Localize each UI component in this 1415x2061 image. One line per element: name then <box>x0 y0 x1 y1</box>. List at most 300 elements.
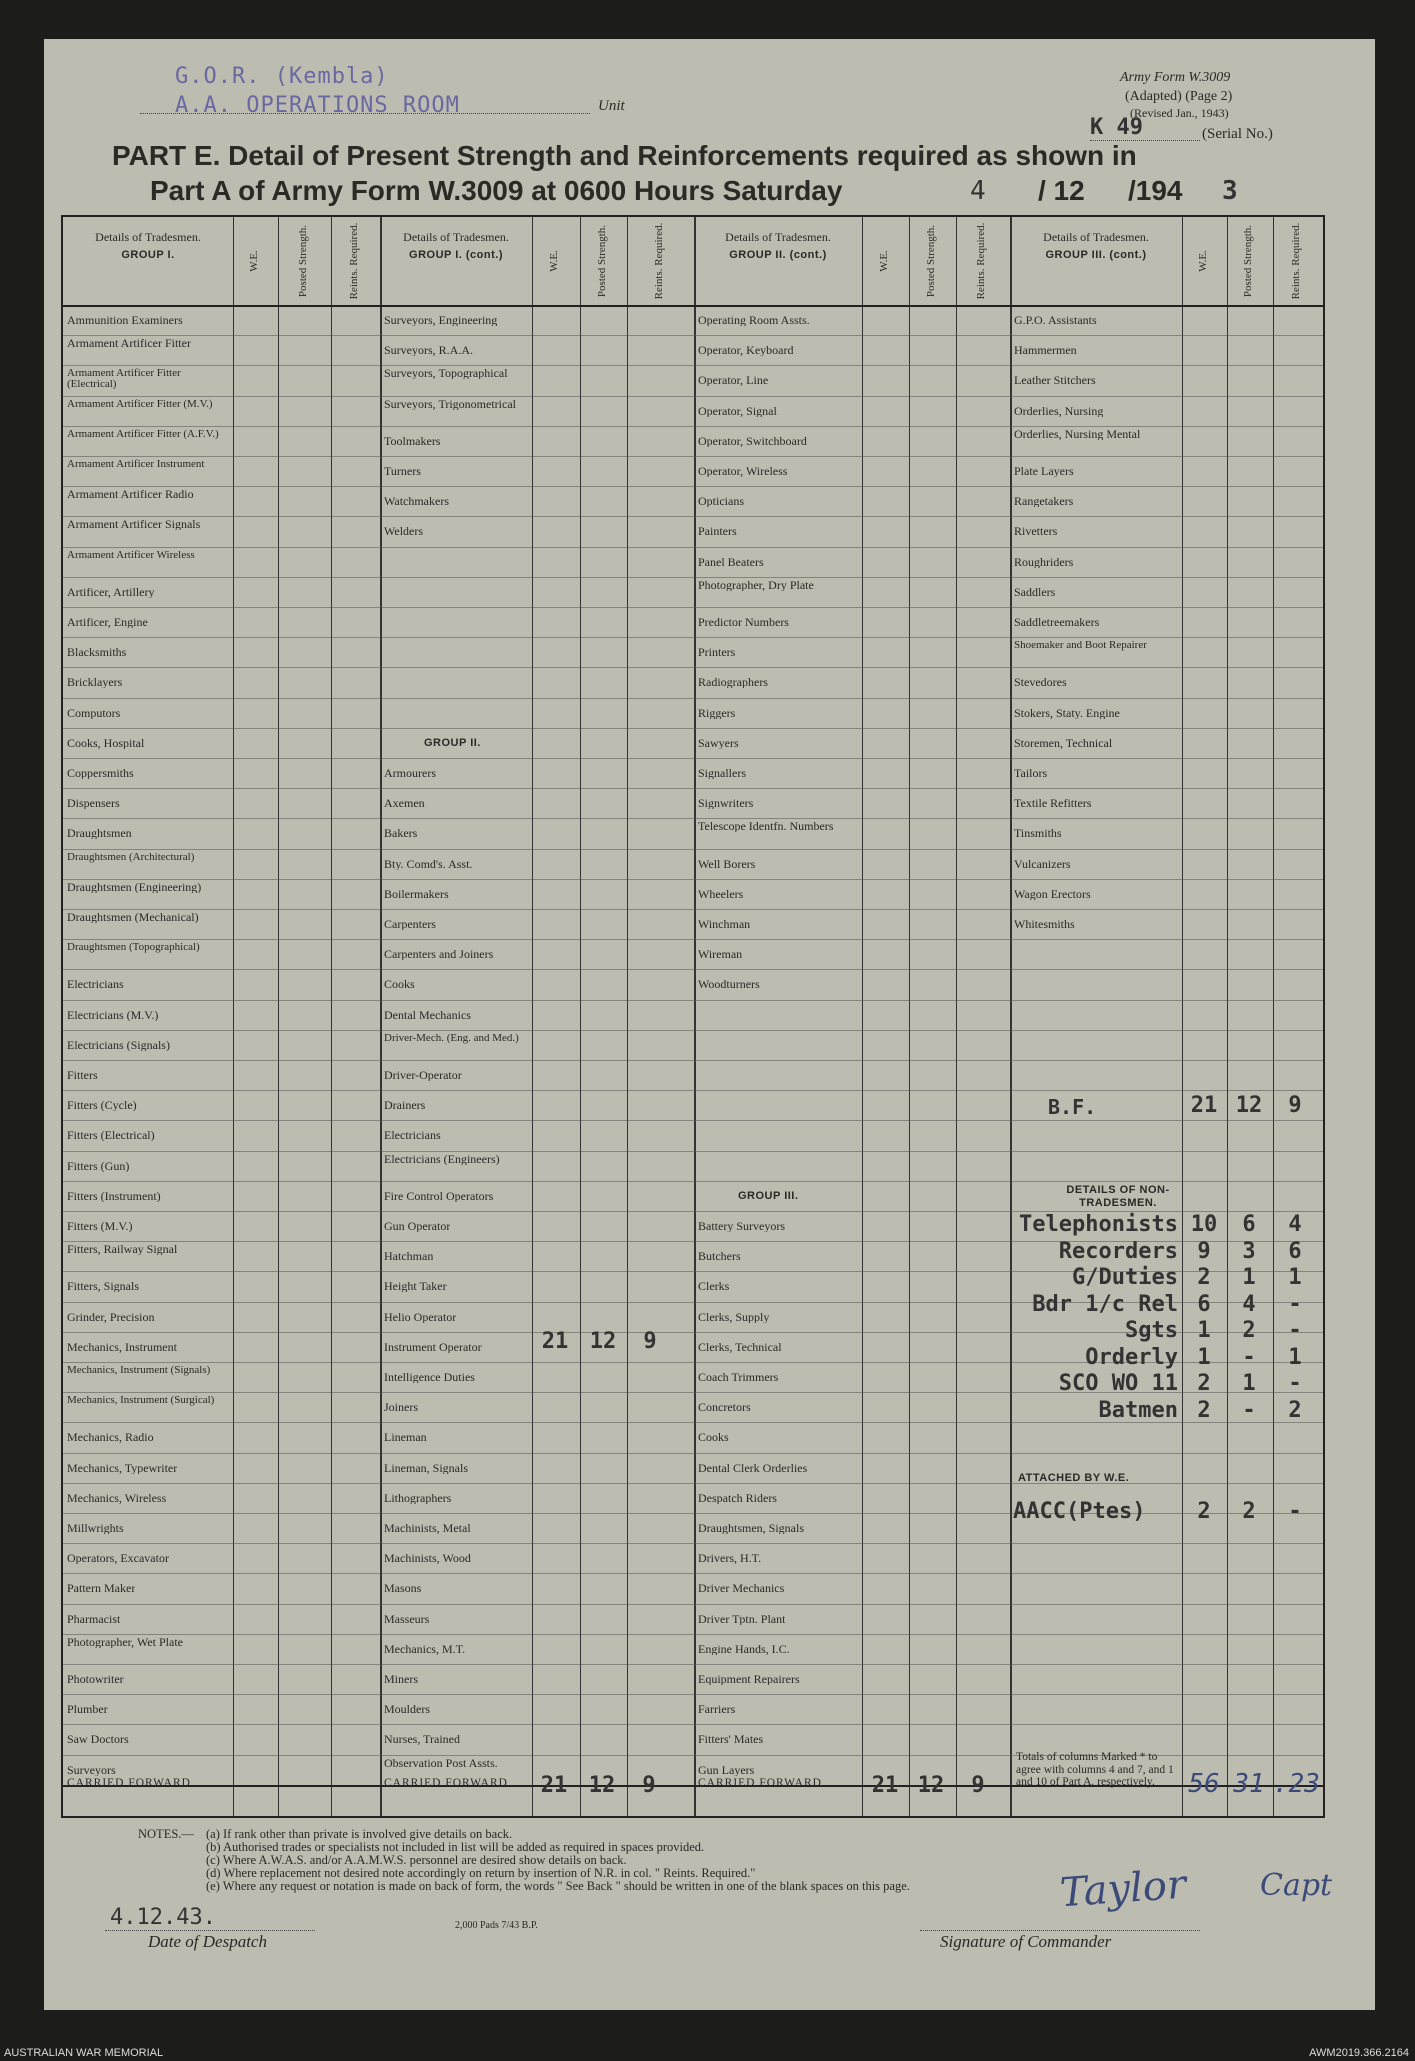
group-heading: GROUP II. <box>424 736 481 749</box>
non-tradesman-we: 1 <box>1197 1344 1211 1370</box>
non-tradesman-posted: - <box>1242 1397 1256 1423</box>
row-rule <box>63 456 1323 457</box>
instrument-operator-reints: 9 <box>643 1329 657 1354</box>
trade-label: Millwrights <box>67 1522 124 1534</box>
non-tradesman-posted: 6 <box>1242 1212 1256 1237</box>
trade-label: Machinists, Metal <box>384 1522 471 1534</box>
trade-label: Storemen, Technical <box>1014 736 1113 749</box>
trade-label: Wireman <box>698 948 743 961</box>
row-rule <box>63 365 1323 366</box>
trade-label: Fitters (Instrument) <box>67 1189 161 1202</box>
trade-label: Fitters <box>67 1069 98 1081</box>
non-tradesman-reints: 6 <box>1288 1238 1302 1264</box>
non-tradesman-reints: - <box>1288 1291 1302 1317</box>
trade-label: Draughtsmen (Topographical) <box>67 942 200 954</box>
trade-label: Surveyors, R.A.A. <box>384 344 473 357</box>
non-tradesman-we: 1 <box>1197 1318 1211 1343</box>
trade-label: Toolmakers <box>384 434 441 447</box>
trade-label: Masseurs <box>384 1612 430 1625</box>
form-reference-revised: (Revised Jan., 1943) <box>1130 106 1229 120</box>
trade-label: Fitters' Mates <box>698 1733 764 1746</box>
bf-we: 21 <box>1190 1093 1218 1118</box>
trade-label: Drainers <box>384 1099 426 1112</box>
attached-name: AACC(Ptes) <box>1013 1499 1146 1524</box>
trade-label: Draughtsmen (Mechanical) <box>67 912 199 923</box>
trade-label: Fitters (Cycle) <box>67 1099 137 1112</box>
trade-label: Pharmacist <box>67 1612 121 1625</box>
group3-cont-heading: GROUP III. (cont.) <box>1045 249 1147 261</box>
trade-label: Machinists, Wood <box>384 1552 471 1565</box>
non-tradesman-we: 2 <box>1197 1371 1211 1396</box>
commander-rank: Capt <box>1260 1868 1333 1903</box>
row-rule <box>63 879 1323 880</box>
trade-label: Fitters, Signals <box>67 1280 140 1293</box>
trade-label: Joiners <box>384 1401 418 1414</box>
trade-label: Tinsmiths <box>1014 827 1062 840</box>
non-tradesman-name: Sgts <box>1125 1318 1178 1343</box>
non-tradesman-we: 9 <box>1197 1238 1211 1264</box>
non-tradesman-we: 6 <box>1197 1291 1211 1317</box>
trade-label: Electricians <box>67 978 124 991</box>
form-reference: Army Form W.3009 <box>1120 70 1231 85</box>
row-rule <box>63 788 1323 789</box>
trade-label: Nurses, Trained <box>384 1733 461 1746</box>
trade-label: Surveyors, Engineering <box>384 314 498 326</box>
trade-label: Woodturners <box>698 978 760 991</box>
serial-label: (Serial No.) <box>1202 126 1273 142</box>
trade-label: Engine Hands, I.C. <box>698 1642 790 1655</box>
non-tradesman-reints: 1 <box>1288 1344 1302 1370</box>
non-tradesman-posted: 1 <box>1242 1265 1256 1290</box>
row-rule <box>63 516 1323 517</box>
trade-label: Cooks, Hospital <box>67 736 145 749</box>
group2-cont-heading: GROUP II. (cont.) <box>729 249 827 261</box>
row-rule <box>63 396 1323 397</box>
trade-label: Blacksmiths <box>67 646 127 659</box>
trade-label: Shoemaker and Boot Repairer <box>1014 640 1147 652</box>
unit-stamp-line1: G.O.R. (Kembla) <box>175 64 389 89</box>
column-header-reints: Reints. Required. <box>975 222 987 300</box>
trade-label: Mechanics, Instrument (Surgical) <box>67 1395 215 1407</box>
trade-label: Clerks, Supply <box>698 1310 770 1323</box>
trade-label: Armament Artificer Wireless <box>67 549 195 561</box>
note-item: (d) Where replacement not desired note accordingly on return by insertion of N.R. in col. " Reints. Required." <box>206 1866 756 1880</box>
column-header-we: W.E. <box>247 250 260 272</box>
row-rule <box>63 1573 1323 1574</box>
details-header-text: Details of Tradesmen. <box>403 230 509 244</box>
trade-label: Signwriters <box>698 797 754 810</box>
row-rule <box>63 758 1323 759</box>
row-rule <box>63 1543 1323 1544</box>
trade-label: Operating Room Assts. <box>698 314 810 326</box>
date-month: / 12 <box>1038 175 1085 206</box>
row-rule <box>63 1181 1323 1182</box>
strength-table <box>61 215 1325 1818</box>
row-rule <box>63 1634 1323 1635</box>
unit-stamp-line2: A.A. OPERATIONS ROOM <box>175 93 460 118</box>
signature-dotted-line <box>920 1930 1200 1931</box>
trade-label: Bty. Comd's. Asst. <box>384 857 473 870</box>
trade-label: Intelligence Duties <box>384 1371 475 1383</box>
date-day: 4 <box>970 176 986 206</box>
note-item: (b) Authorised trades or specialists not included in list will be added as required in spaces provided. <box>206 1840 705 1854</box>
trade-label: Welders <box>384 525 424 538</box>
column-header-posted: Posted Strength. <box>595 224 608 298</box>
trade-label: Concretors <box>698 1401 751 1414</box>
trade-label: Operator, Switchboard <box>698 434 807 447</box>
trade-label: Painters <box>698 525 737 538</box>
trade-label: Pattern Maker <box>67 1582 136 1595</box>
despatch-label: Date of Despatch <box>148 1932 267 1951</box>
trade-label: Mechanics, Wireless <box>67 1491 167 1504</box>
trade-label: Instrument Operator <box>384 1340 482 1353</box>
trade-label: Rangetakers <box>1014 495 1074 508</box>
trade-label: Armament Artificer Fitter (A.F.V.) <box>67 428 219 440</box>
trade-label: Mechanics, M.T. <box>384 1642 466 1655</box>
bf-label: B.F. <box>1048 1095 1097 1119</box>
cf2-reints: 9 <box>642 1773 656 1798</box>
trade-label: Draughtsmen (Engineering) <box>67 881 202 893</box>
trade-label: Wagon Erectors <box>1014 887 1091 900</box>
row-rule <box>63 1422 1323 1423</box>
trade-label: Orderlies, Nursing <box>1014 404 1104 417</box>
non-tradesman-reints: 4 <box>1288 1212 1302 1237</box>
trade-label: Turners <box>384 465 421 477</box>
trade-label: Lineman, Signals <box>384 1461 468 1474</box>
trade-label: Mechanics, Radio <box>67 1431 154 1444</box>
non-tradesman-we: 10 <box>1190 1212 1218 1237</box>
trade-label: Mechanics, Instrument (Signals) <box>67 1365 211 1376</box>
trade-label: Predictor Numbers <box>698 616 789 628</box>
row-rule <box>63 547 1323 548</box>
trade-label: Lithographers <box>384 1491 452 1504</box>
column-header-we: W.E. <box>877 250 890 272</box>
trade-label: Cooks <box>698 1431 729 1444</box>
trade-label: Dental Clerk Orderlies <box>698 1461 808 1474</box>
bf-reints: 9 <box>1288 1093 1302 1118</box>
bf-posted: 12 <box>1235 1093 1263 1118</box>
row-rule <box>63 1090 1323 1091</box>
row-rule <box>63 849 1323 850</box>
trade-label: Axemen <box>384 797 425 810</box>
trade-label: Leather Stitchers <box>1014 374 1096 387</box>
trade-label: Driver Mechanics <box>698 1582 785 1595</box>
column-header-posted: Posted Strength. <box>296 224 309 298</box>
trade-label: Rivetters <box>1014 525 1058 538</box>
form-title-line2: Part A of Army Form W.3009 at 0600 Hours Saturday <box>150 175 843 206</box>
trade-label: Artificer, Artillery <box>67 585 155 598</box>
total-we: 56 <box>1188 1769 1220 1799</box>
trade-label: Panel Beaters <box>698 555 764 568</box>
trade-label: Armament Artificer Signals <box>67 519 201 531</box>
row-rule <box>63 1483 1323 1484</box>
trade-label: Saw Doctors <box>67 1733 129 1746</box>
trade-label: Clerks <box>698 1280 730 1293</box>
serial-number-value: K 49 <box>1090 115 1143 140</box>
group1-cont-heading: GROUP I. (cont.) <box>409 249 503 261</box>
trade-label: Photowriter <box>67 1673 124 1685</box>
trade-label: Armament Artificer Radio <box>67 489 194 501</box>
trade-label: Armament Artificer Fitter (Electrical) <box>67 368 181 391</box>
archive-caption-right: AWM2019.366.2164 <box>1309 2047 1409 2059</box>
row-rule <box>63 1724 1323 1725</box>
non-tradesman-posted: 1 <box>1242 1371 1256 1396</box>
trade-label: Photographer, Wet Plate <box>67 1636 183 1648</box>
non-tradesman-posted: 4 <box>1242 1291 1256 1317</box>
trade-label: Battery Surveyors <box>698 1220 785 1232</box>
trade-label: Stevedores <box>1014 676 1067 689</box>
trade-label: Coach Trimmers <box>698 1371 779 1383</box>
row-rule <box>63 969 1323 970</box>
trade-label: Equipment Repairers <box>698 1673 800 1685</box>
trade-label: Drivers, H.T. <box>698 1552 762 1565</box>
row-rule <box>63 818 1323 819</box>
non-tradesmen-heading: DETAILS OF NON-TRADESMEN. <box>1066 1184 1170 1209</box>
trade-label: Armourers <box>384 767 436 779</box>
trade-label: Watchmakers <box>384 495 450 508</box>
instrument-operator-we: 21 <box>541 1329 569 1354</box>
archive-caption-left: AUSTRALIAN WAR MEMORIAL <box>4 2047 164 2059</box>
cf2-posted: 12 <box>588 1773 616 1798</box>
trade-label: Plate Layers <box>1014 465 1074 477</box>
trade-label: Operator, Line <box>698 374 769 387</box>
total-reints: .23 <box>1273 1769 1320 1799</box>
header-group1-cont <box>380 231 532 261</box>
non-tradesman-posted: 3 <box>1242 1238 1256 1264</box>
non-tradesman-name: G/Duties <box>1072 1265 1178 1290</box>
cf3-we: 21 <box>871 1773 899 1798</box>
printer-imprint: 2,000 Pads 7/43 B.P. <box>455 1920 538 1931</box>
trade-label: Roughriders <box>1014 555 1074 568</box>
trade-label: Ammunition Examiners <box>67 314 183 326</box>
date-year: /194 <box>1128 175 1183 206</box>
trade-label: Operators, Excavator <box>67 1552 169 1565</box>
trade-label: Operator, Wireless <box>698 465 788 477</box>
non-tradesman-we: 2 <box>1197 1265 1211 1290</box>
attached-posted: 2 <box>1242 1499 1256 1524</box>
row-rule <box>63 1151 1323 1152</box>
trade-label: Vulcanizers <box>1014 857 1071 870</box>
trade-label: Lineman <box>384 1431 427 1444</box>
trade-label: Winchman <box>698 918 751 930</box>
trade-label: Clerks, Technical <box>698 1340 782 1353</box>
trade-label: Riggers <box>698 706 736 719</box>
trade-label: Wheelers <box>698 887 744 900</box>
trade-label: Carpenters <box>384 918 436 930</box>
column-header-posted: Posted Strength. <box>924 224 937 298</box>
row-rule <box>63 637 1323 638</box>
column-header-we: W.E. <box>548 250 560 272</box>
trade-label: Driver-Operator <box>384 1069 462 1081</box>
row-rule <box>63 1000 1323 1001</box>
cf3-posted: 12 <box>917 1773 945 1798</box>
trade-label: Tailors <box>1014 767 1048 779</box>
form-title-line1: PART E. Detail of Present Strength and Reinforcements required as shown in <box>112 140 1137 171</box>
trade-label: Gun Layers <box>698 1763 755 1776</box>
non-tradesman-name: Recorders <box>1058 1238 1178 1264</box>
trade-label: Computors <box>67 706 121 719</box>
trade-label: Cooks <box>384 978 415 991</box>
non-tradesman-we: 2 <box>1197 1397 1211 1423</box>
trade-label: Fitters, Railway Signal <box>67 1244 178 1256</box>
row-rule <box>63 1030 1323 1031</box>
header-group2-cont <box>694 231 862 261</box>
instrument-operator-posted: 12 <box>589 1329 617 1354</box>
trade-label: Photographer, Dry Plate <box>698 579 814 591</box>
row-rule <box>63 1453 1323 1454</box>
trade-label: Telescope Identfn. Numbers <box>698 821 834 833</box>
details-header-text: Details of Tradesmen. <box>1043 230 1149 244</box>
trade-label: G.P.O. Assistants <box>1014 314 1097 326</box>
trade-label: Grinder, Precision <box>67 1310 155 1323</box>
trade-label: Helio Operator <box>384 1310 457 1323</box>
trade-label: Fitters (M.V.) <box>67 1220 133 1232</box>
trade-label: Draughtsmen <box>67 827 132 840</box>
group1-heading: GROUP I. <box>121 249 175 261</box>
trade-label: Armament Artificer Instrument <box>67 459 205 470</box>
trade-label: Gun Operator <box>384 1220 451 1232</box>
non-tradesman-reints: - <box>1288 1318 1302 1343</box>
unit-label: Unit <box>598 98 625 114</box>
non-tradesman-name: Bdr 1/c Rel <box>1032 1291 1178 1317</box>
trade-label: Carpenters and Joiners <box>384 948 494 961</box>
trade-label: Observation Post Assts. <box>384 1757 498 1769</box>
column-header-reints: Reints. Required. <box>652 222 665 300</box>
trade-label: Opticians <box>698 495 744 508</box>
row-rule <box>63 486 1323 487</box>
trade-label: Whitesmiths <box>1014 918 1075 930</box>
trade-label: Draughtsmen (Architectural) <box>67 851 195 863</box>
note-item: (a) If rank other than private is involved give details on back. <box>206 1827 513 1841</box>
row-rule <box>63 1120 1323 1121</box>
trade-label: Bakers <box>384 827 418 840</box>
trade-label: Dental Mechanics <box>384 1008 471 1021</box>
column-header-reints: Reints. Required. <box>1290 222 1302 300</box>
trade-label: Coppersmiths <box>67 767 134 779</box>
trade-label: Radiographers <box>698 676 768 689</box>
trade-label: Plumber <box>67 1703 108 1716</box>
non-tradesman-name: SCO WO 11 <box>1058 1371 1178 1396</box>
non-tradesman-reints: - <box>1288 1371 1302 1396</box>
row-rule <box>63 426 1323 427</box>
trade-label: Surveyors, Topographical <box>384 368 508 380</box>
trade-label: Operator, Keyboard <box>698 344 794 357</box>
column-header-we: W.E. <box>1196 250 1209 272</box>
note-item: (c) Where A.W.A.S. and/or A.A.M.W.S. personnel are desired show details on back. <box>206 1853 627 1867</box>
attached-heading: ATTACHED BY W.E. <box>1018 1472 1130 1484</box>
row-rule <box>63 728 1323 729</box>
row-rule <box>63 698 1323 699</box>
trade-label: Moulders <box>384 1703 430 1716</box>
trade-label: Fire Control Operators <box>384 1189 494 1202</box>
despatch-dotted-line <box>105 1930 315 1931</box>
trade-label: Bricklayers <box>67 676 123 689</box>
header-group3-cont <box>1010 231 1182 261</box>
trade-label: Printers <box>698 646 736 659</box>
trade-label: Saddlers <box>1014 585 1056 598</box>
row-rule <box>63 335 1323 336</box>
trade-label: Saddletreemakers <box>1014 616 1100 628</box>
non-tradesman-reints: 1 <box>1288 1265 1302 1290</box>
trade-label: Butchers <box>698 1250 741 1263</box>
details-header-text: Details of Tradesmen. <box>725 230 831 244</box>
trade-label: Operator, Signal <box>698 404 777 417</box>
row-rule <box>63 667 1323 668</box>
form-reference-adapted: (Adapted) (Page 2) <box>1125 89 1233 104</box>
non-tradesman-reints: 2 <box>1288 1397 1302 1423</box>
row-rule <box>63 1060 1323 1061</box>
trade-label: Textile Refitters <box>1014 797 1092 810</box>
header-group1 <box>63 231 233 261</box>
trade-label: Draughtsmen, Signals <box>698 1522 804 1534</box>
group-heading: GROUP III. <box>738 1189 799 1202</box>
trade-label: Masons <box>384 1582 422 1595</box>
row-rule <box>63 1664 1323 1665</box>
trade-label: Electricians (Engineers) <box>384 1153 500 1165</box>
trade-label: Mechanics, Typewriter <box>67 1461 178 1474</box>
carried-forward-2-label: CARRIED FORWARD <box>384 1777 508 1789</box>
trade-label: Driver-Mech. (Eng. and Med.) <box>384 1032 519 1044</box>
trade-label: Driver Tptn. Plant <box>698 1612 786 1625</box>
trade-label: Surveyors, Trigonometrical <box>384 398 516 410</box>
column-header-posted: Posted Strength. <box>1242 224 1254 298</box>
row-rule <box>63 1694 1323 1695</box>
total-posted: 31 <box>1233 1769 1265 1799</box>
non-tradesman-name: Telephonists <box>1019 1212 1178 1237</box>
row-rule <box>63 939 1323 940</box>
note-item: (e) Where any request or notation is made on back of form, the words " See Back " should be written in one of the blank spaces on this page. <box>206 1879 910 1893</box>
trade-label: Armament Artificer Fitter <box>67 338 191 350</box>
trade-label: Fitters (Electrical) <box>67 1129 155 1142</box>
trade-label: Electricians <box>384 1129 441 1142</box>
trade-label: Height Taker <box>384 1280 447 1293</box>
trade-label: Armament Artificer Fitter (M.V.) <box>67 398 213 410</box>
trade-label: Sawyers <box>698 736 739 749</box>
trade-label: Well Borers <box>698 857 756 870</box>
row-rule <box>63 1604 1323 1605</box>
cf2-we: 21 <box>540 1773 568 1798</box>
totals-note: Totals of columns Marked * to agree with columns 4 and 7, and 1 and 10 of Part A. respectively. <box>1016 1751 1174 1788</box>
trade-label: Miners <box>384 1673 418 1685</box>
unit-dotted-line <box>140 113 590 114</box>
details-header-text: Details of Tradesmen. <box>95 230 201 244</box>
notes-label: NOTES.— <box>138 1827 194 1841</box>
trade-label: Hammermen <box>1014 344 1077 357</box>
trade-label: Boilermakers <box>384 887 449 900</box>
trade-label: Despatch Riders <box>698 1491 777 1504</box>
trade-label: Electricians (M.V.) <box>67 1008 159 1021</box>
carried-forward-3-label: CARRIED FORWARD <box>698 1777 822 1789</box>
signature-label: Signature of Commander <box>940 1932 1112 1951</box>
column-header-reints: Reints. Required. <box>347 222 360 300</box>
date-year-digit: 3 <box>1222 176 1238 206</box>
trade-label: Artificer, Engine <box>67 616 148 628</box>
trade-label: Farriers <box>698 1703 736 1716</box>
row-rule <box>63 909 1323 910</box>
attached-reints: - <box>1288 1499 1302 1524</box>
trade-label: Electricians (Signals) <box>67 1038 170 1051</box>
trade-label: Orderlies, Nursing Mental <box>1014 428 1141 440</box>
non-tradesman-posted: - <box>1242 1344 1256 1370</box>
trade-label: Mechanics, Instrument <box>67 1340 177 1353</box>
non-tradesman-name: Orderly <box>1085 1344 1178 1370</box>
trade-label: Stokers, Staty. Engine <box>1014 706 1120 719</box>
trade-label: Hatchman <box>384 1250 434 1263</box>
notes-list <box>206 1828 1206 1893</box>
non-tradesman-name: Batmen <box>1098 1397 1178 1423</box>
carried-forward-1-label: CARRIED FORWARD <box>67 1777 191 1789</box>
trade-label: Fitters (Gun) <box>67 1159 130 1172</box>
